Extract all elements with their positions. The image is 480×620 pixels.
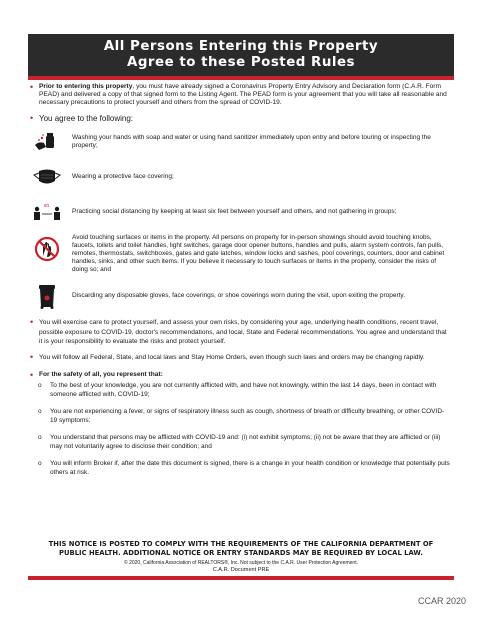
distance-label: 6ft. xyxy=(43,202,51,208)
exercise-care-paragraph: • You will exercise care to protect yourself, and assess your own risks, by considering your age, underlying health conditions, recent travel, possible exposure to COVID-19, doctor's recommendations, and local, State and Federal recommendations. You agree and understand that it is your responsibility to evaluate the risks and protect yourself. xyxy=(30,317,447,346)
face-mask-icon xyxy=(32,164,62,190)
banner-line-2: Agree to these Posted Rules xyxy=(126,55,356,70)
no-touch-icon xyxy=(32,236,62,262)
bullet-icon: • xyxy=(30,370,34,381)
hand-wash-icon xyxy=(32,129,62,155)
corner-label: CCAR 2020 xyxy=(417,596,466,606)
follow-laws-paragraph: • You will follow all Federal, State, and local laws and Stay Home Orders, even though such laws and orders may be changing rapidly. xyxy=(30,351,425,362)
rule-text: Practicing social distancing by keeping at least six feet between yourself and others, and not gathering in groups; xyxy=(72,207,397,215)
safety-item: o You will inform Broker if, after the date this document is signed, there is a change in your health condition or knowledge that potentially puts others at risk. xyxy=(38,460,450,477)
rule-text: Discarding any disposable gloves, face coverings, or shoe coverings worn during the visit, upon exiting the property. xyxy=(72,292,406,300)
rule-social-distance xyxy=(32,199,450,225)
circle-bullet-icon: o xyxy=(38,434,42,442)
rule-text: Washing your hands with soap and water or using hand sanitizer immediately upon entry and before touring or inspecting the property; xyxy=(72,133,431,149)
bullet-icon: • xyxy=(30,82,34,92)
rule-no-touch xyxy=(32,234,450,274)
rule-text: Wearing a protective face covering; xyxy=(72,172,174,180)
safety-item: o You understand that persons may be afflicted with COVID-19 and: (i) not exhibit symptoms; (ii) not be aware that they are afflicted or (iii) may not voluntarily agree to disclose their condition; and xyxy=(38,434,441,451)
safety-item: o To the best of your knowledge, you are not currently afflicted with, and have not knowingly, within the last 14 days, been in contact with someone afflicted with, COVID-19; xyxy=(38,382,437,399)
rule-text: Avoid touching surfaces or items in the property. All persons on property for in-person showings should avoid touching knobs, faucets, toilets and toilet handles, light switches, garage door opener buttons, handles and pulls, alarm system controls, fan pulls, remotes, thermostats, switchboxes, gates and gate latches, window locks and sashes, pool coverings, counters, door and cabinet handles, sinks, and other such items. If you believe it necessary to touch surfaces or items in the property, consider the risks of doing so; and xyxy=(72,233,445,273)
safety-heading: • For the safety of all, you represent that: xyxy=(30,370,163,381)
notice-line-2: PUBLIC HEALTH. ADDITIONAL NOTICE OR ENTRY STANDARDS MAY BE REQUIRED BY LOCAL LAW. xyxy=(59,548,423,557)
compliance-notice xyxy=(28,540,454,557)
intro-text: , you must have already signed a Coronavirus Property Entry Advisory and Declaration form (C.A.R. Form PEAD) and delivered a copy of that signed form to the Listing Agent. The PEAD form is your agreement that you will take all reasonable and necessary precautions to protect yourself and others from the spread of COVID-19. xyxy=(39,83,447,107)
banner-line-1: All Persons Entering this Property xyxy=(103,39,379,54)
bullet-icon: • xyxy=(30,317,34,328)
agree-heading: • You agree to the following: xyxy=(30,112,133,123)
social-distance-icon xyxy=(32,199,62,225)
trash-bin-icon xyxy=(32,283,62,309)
top-accent-bar xyxy=(28,76,454,80)
circle-bullet-icon: o xyxy=(38,382,42,390)
copyright-text: © 2020, California Association of REALTORS®, Inc. Not subject to the C.A.R. User Protection Agreement. xyxy=(124,560,358,566)
document-id: C.A.R. Document PRE xyxy=(212,567,270,573)
circle-bullet-icon: o xyxy=(38,408,42,416)
rules-content xyxy=(30,83,450,485)
bottom-accent-bar xyxy=(28,576,454,580)
rule-hand-wash xyxy=(32,129,450,155)
bullet-icon: • xyxy=(30,351,34,362)
circle-bullet-icon: o xyxy=(38,460,42,468)
safety-item: o You are not experiencing a fever, or signs of respiratory illness such as cough, shortness of breath or difficulty breathing, or other COVID-19 symptoms; xyxy=(38,408,445,425)
title-banner xyxy=(28,34,454,76)
rule-face-mask xyxy=(32,164,450,190)
intro-paragraph xyxy=(30,83,450,108)
bullet-icon: • xyxy=(30,112,34,123)
intro-lead: Prior to entering this property xyxy=(39,83,133,90)
rule-discard xyxy=(32,283,450,309)
notice-line-1: THIS NOTICE IS POSTED TO COMPLY WITH THE REQUIREMENTS OF THE CALIFORNIA DEPARTMENT OF xyxy=(48,540,434,548)
